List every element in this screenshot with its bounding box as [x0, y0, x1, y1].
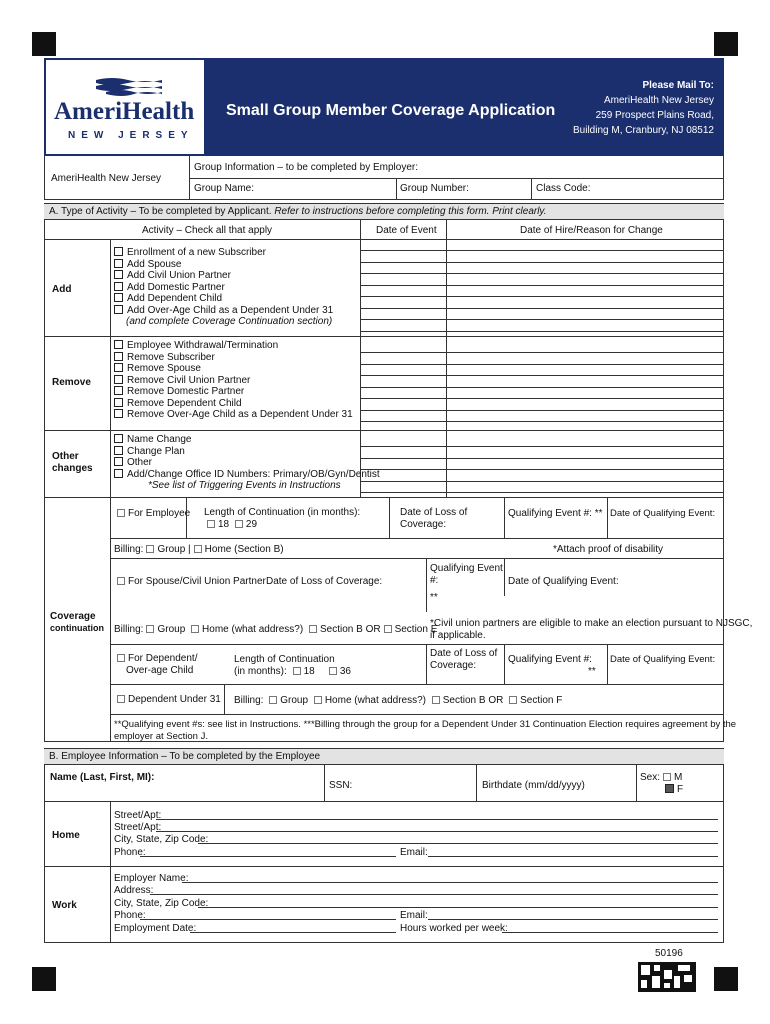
- add-label: Add: [52, 284, 72, 295]
- remove-item-checkbox[interactable]: Employee Withdrawal/Termination: [114, 340, 353, 352]
- sex-m-checkbox[interactable]: [663, 773, 671, 781]
- option-29-checkbox[interactable]: [235, 520, 243, 528]
- employee-name-field[interactable]: Name (Last, First, MI):: [50, 772, 155, 783]
- section-b-header: [44, 748, 724, 765]
- civil-union-note: *Civil union partners are eligible to make an election pursuant to NJSGC, if applicable.: [430, 618, 753, 641]
- other-item-checkbox[interactable]: Add/Change Office ID Numbers: Primary/OB/Gyn/Dentist: [114, 469, 380, 481]
- add-item-checkbox[interactable]: Add Domestic Partner: [114, 282, 333, 294]
- employee-info-table: [44, 765, 724, 943]
- remove-item-checkbox[interactable]: Remove Domestic Partner: [114, 386, 353, 398]
- home-phone[interactable]: Phone:: [114, 847, 146, 858]
- registration-mark-top-right: [714, 32, 738, 56]
- date-loss-employee[interactable]: Date of Loss of Coverage:: [400, 507, 468, 530]
- billing-spouse[interactable]: Billing: Group Home (what address?) Section B OR Section E: [114, 624, 438, 635]
- brand-region: NEW JERSEY: [68, 130, 194, 141]
- mail-line: Building M, Cranbury, NJ 08512: [573, 125, 714, 136]
- date-entry-line[interactable]: [360, 410, 724, 411]
- home-label: Home: [52, 830, 80, 841]
- coverage-footnote: **Qualifying event #s: see list in Instructions. ***Billing through the group for a Dependent Under 31 Continuation Election requires agreement by the employer at Section J.: [114, 719, 737, 742]
- dependent-under-31-checkbox[interactable]: Dependent Under 31: [114, 694, 221, 706]
- date-qualifying-spouse[interactable]: Date of Qualifying Event:: [508, 576, 619, 587]
- class-code-field[interactable]: Class Code:: [536, 183, 591, 194]
- date-entry-line[interactable]: [360, 319, 724, 320]
- registration-mark-top-left: [32, 32, 56, 56]
- col-date-of-event: Date of Event: [376, 225, 437, 236]
- other-note: *See list of Triggering Events in Instructions: [148, 480, 341, 491]
- length-continuation-employee: Length of Continuation (in months): 18 29: [204, 507, 361, 530]
- group-name-field[interactable]: Group Name:: [194, 183, 255, 194]
- for-spouse-checkbox[interactable]: For Spouse/Civil Union Partner: [114, 576, 266, 588]
- billing-employee[interactable]: Billing: Group | Home (Section B): [114, 544, 284, 555]
- other-item-checkbox[interactable]: Other: [114, 457, 380, 469]
- section-a-instructions: Refer to instructions before completing this form. Print clearly.: [274, 206, 547, 217]
- section-b-title: B. Employee Information – To be completed by the Employee: [49, 751, 321, 762]
- remove-item-checkbox[interactable]: Remove Dependent Child: [114, 398, 353, 410]
- date-entry-line[interactable]: [360, 262, 724, 263]
- add-item-checkbox[interactable]: Add Spouse: [114, 259, 333, 271]
- date-entry-line[interactable]: [360, 375, 724, 376]
- barcode-icon: [638, 962, 696, 992]
- mail-to-heading: Please Mail To:: [642, 80, 714, 91]
- date-entry-line[interactable]: [360, 469, 724, 470]
- qualifying-event-employee[interactable]: Qualifying Event #: **: [508, 508, 603, 519]
- date-loss-spouse[interactable]: Date of Loss of Coverage:: [266, 576, 383, 587]
- registration-mark-bottom-left: [32, 967, 56, 991]
- other-item-checkbox[interactable]: Name Change: [114, 434, 380, 446]
- flag-logo-icon: [94, 76, 164, 96]
- home-email[interactable]: Email:: [400, 847, 428, 858]
- date-entry-line[interactable]: [360, 458, 724, 459]
- home-street-1[interactable]: Street/Apt:: [114, 810, 162, 821]
- other-changes-label: Other changes: [52, 451, 93, 474]
- add-item-checkbox[interactable]: Add Dependent Child: [114, 293, 333, 305]
- section-a-header: [44, 203, 724, 220]
- add-item-checkbox[interactable]: Add Civil Union Partner: [114, 270, 333, 282]
- date-entry-line[interactable]: [360, 331, 724, 332]
- date-entry-line[interactable]: [360, 446, 724, 447]
- employment-date[interactable]: Employment Date:: [114, 923, 197, 934]
- brand-name: AmeriHealth: [54, 98, 195, 125]
- form-number: 50196: [655, 948, 683, 959]
- add-note: (and complete Coverage Continuation section): [126, 316, 333, 327]
- work-label: Work: [52, 900, 77, 911]
- for-dependent-checkbox[interactable]: For Dependent/ Over-age Child: [114, 653, 198, 676]
- length-continuation-dependent: Length of Continuation (in months): 18 36: [234, 654, 351, 677]
- remove-item-checkbox[interactable]: Remove Civil Union Partner: [114, 375, 353, 387]
- employer-name[interactable]: Employer Name:: [114, 873, 189, 884]
- date-entry-line[interactable]: [360, 296, 724, 297]
- amerihealth-logo: [46, 60, 204, 154]
- col-activity: Activity – Check all that apply: [142, 225, 273, 236]
- registration-mark-bottom-right: [714, 967, 738, 991]
- option-18-checkbox[interactable]: [293, 667, 301, 675]
- home-city-state-zip[interactable]: City, State, Zip Code:: [114, 834, 209, 845]
- company-name: AmeriHealth New Jersey: [51, 173, 162, 184]
- remove-label: Remove: [52, 377, 91, 388]
- date-entry-line[interactable]: [360, 492, 724, 493]
- qualifying-event-spouse[interactable]: Qualifying Event #: **: [430, 563, 503, 603]
- remove-item-checkbox[interactable]: Remove Spouse: [114, 363, 353, 375]
- date-entry-line[interactable]: [360, 481, 724, 482]
- work-email[interactable]: Email:: [400, 910, 428, 921]
- mail-line: AmeriHealth New Jersey: [603, 95, 714, 106]
- option-36-checkbox[interactable]: [329, 667, 337, 675]
- add-item-checkbox[interactable]: Add Over-Age Child as a Dependent Under 31: [114, 305, 333, 317]
- form-header: [44, 58, 724, 156]
- other-item-checkbox[interactable]: Change Plan: [114, 446, 380, 458]
- proof-disability-note: *Attach proof of disability: [553, 544, 664, 555]
- group-info-label: Group Information – to be completed by Employer:: [194, 162, 419, 173]
- birthdate-field[interactable]: Birthdate (mm/dd/yyyy): [482, 780, 585, 791]
- group-number-field[interactable]: Group Number:: [400, 183, 469, 194]
- col-hire-reason: Date of Hire/Reason for Change: [520, 225, 663, 236]
- date-entry-line[interactable]: [360, 273, 724, 274]
- form-title: Small Group Member Coverage Application: [226, 102, 556, 119]
- date-entry-line[interactable]: [360, 421, 724, 422]
- coverage-continuation-label: Coverage continuation: [50, 611, 104, 633]
- section-a-title: A. Type of Activity – To be completed by Applicant.: [49, 206, 272, 217]
- home-street-2[interactable]: Street/Apt:: [114, 822, 162, 833]
- date-entry-line[interactable]: [360, 308, 724, 309]
- add-item-checkbox[interactable]: Enrollment of a new Subscriber: [114, 247, 333, 259]
- qualifying-event-dependent[interactable]: Qualifying Event #: **: [508, 654, 596, 677]
- for-employee-checkbox[interactable]: For Employee: [114, 508, 190, 520]
- date-entry-line[interactable]: [360, 250, 724, 251]
- date-entry-line[interactable]: [360, 387, 724, 388]
- date-qualifying-dependent[interactable]: Date of Qualifying Event:: [610, 654, 716, 665]
- date-entry-line[interactable]: [360, 398, 724, 399]
- work-address[interactable]: Address:: [114, 885, 154, 896]
- coverage-application-form: [44, 58, 753, 934]
- work-city-state-zip[interactable]: City, State, Zip Code:: [114, 898, 209, 909]
- date-loss-dependent[interactable]: Date of Loss of Coverage:: [430, 648, 498, 671]
- mailing-address: [573, 78, 714, 138]
- mail-line: 259 Prospect Plains Road,: [595, 110, 714, 121]
- date-entry-line[interactable]: [360, 364, 724, 365]
- sex-field[interactable]: Sex: M F: [640, 772, 684, 795]
- ssn-field[interactable]: SSN:: [329, 780, 353, 791]
- option-18-checkbox[interactable]: [207, 520, 215, 528]
- date-qualifying-employee[interactable]: Date of Qualifying Event:: [610, 508, 716, 519]
- work-phone[interactable]: Phone:: [114, 910, 146, 921]
- remove-item-checkbox[interactable]: Remove Over-Age Child as a Dependent Under 31: [114, 409, 353, 421]
- date-entry-line[interactable]: [360, 285, 724, 286]
- sex-f-checkbox[interactable]: [665, 784, 674, 793]
- billing-dependent-under-31[interactable]: Billing: Group Home (what address?) Section B OR Section F: [234, 695, 563, 706]
- remove-item-checkbox[interactable]: Remove Subscriber: [114, 352, 353, 364]
- date-entry-line[interactable]: [360, 352, 724, 353]
- hours-per-week[interactable]: Hours worked per week:: [400, 923, 508, 934]
